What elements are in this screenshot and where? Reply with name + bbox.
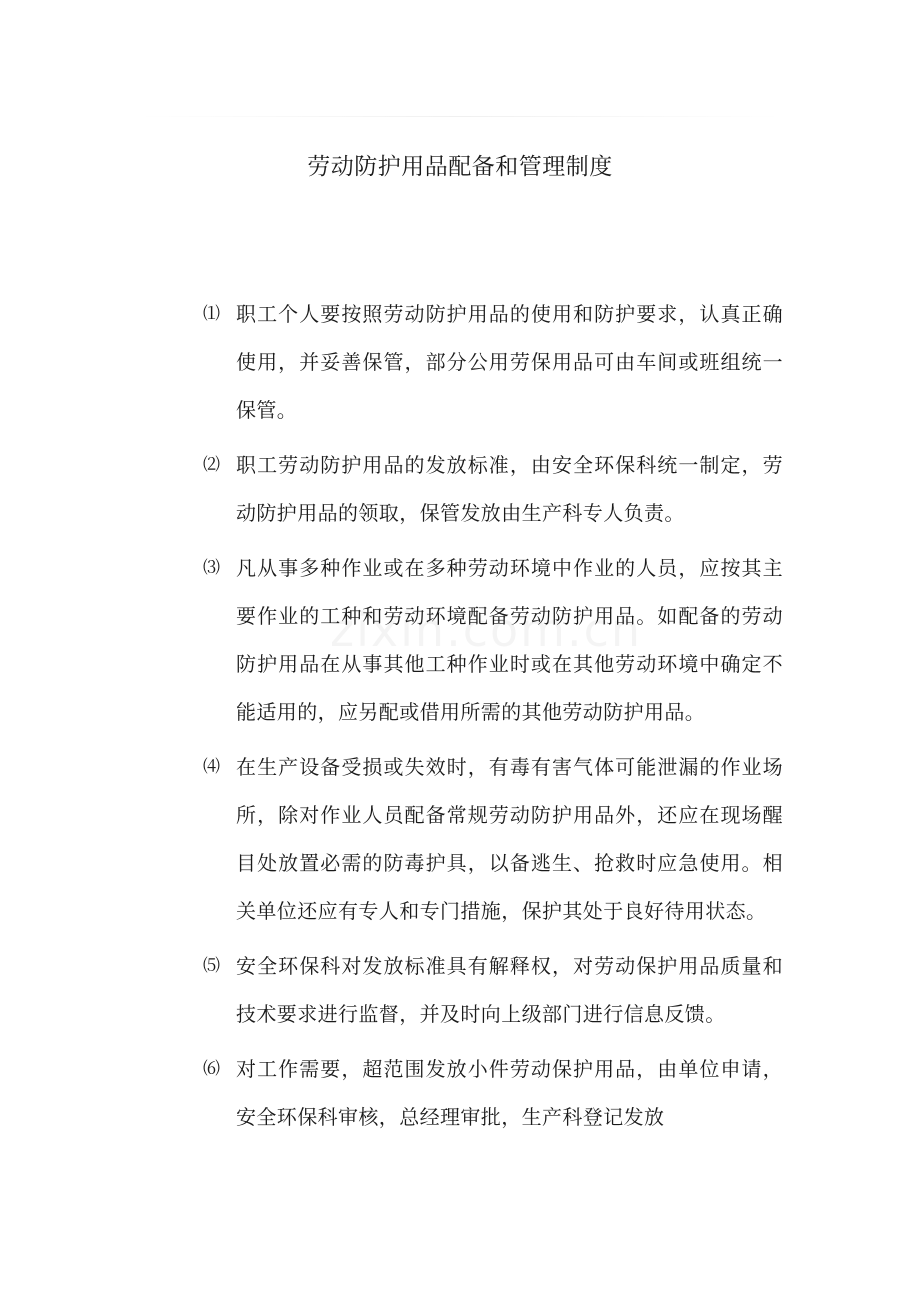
clause-list (203, 290, 783, 1148)
clause-number: ⑷ (203, 757, 221, 777)
clause-number: ⑸ (203, 956, 221, 976)
clause-text: 在生产设备受损或失效时，有毒有害气体可能泄漏的作业场所，除对作业人员配备常规劳动防护用品外，还应在现场醒目处放置必需的防毒护具，以备逃生、抢救时应急使用。相关单位还应有专人和专门措施，保护其处于良好待用状态。 (236, 755, 783, 923)
clause-number: ⑴ (203, 304, 221, 324)
header-divider (135, 116, 785, 117)
clause-item-6 (203, 1045, 783, 1141)
clause-text: 职工劳动防护用品的发放标准，由安全环保科统一制定，劳动防护用品的领取，保管发放由生产科专人负责。 (236, 453, 783, 525)
clause-text: 对工作需要，超范围发放小件劳动保护用品，由单位申请，安全环保科审核，总经理审批，生产科登记发放 (236, 1057, 783, 1129)
clause-item-5 (203, 942, 783, 1038)
clause-item-1 (203, 290, 783, 434)
clause-text: 安全环保科对发放标准具有解释权，对劳动保护用品质量和技术要求进行监督，并及时向上级部门进行信息反馈。 (236, 954, 783, 1026)
page-title: 劳动防护用品配备和管理制度 (307, 154, 613, 180)
clause-item-4 (203, 743, 783, 935)
clause-text: 凡从事多种作业或在多种劳动环境中作业的人员，应按其主要作业的工种和劳动环境配备劳动防护用品。如配备的劳动防护用品在从事其他工种作业时或在其他劳动环境中确定不能适用的，应另配或借用所需的其他劳动防护用品。 (236, 556, 783, 724)
clause-text: 职工个人要按照劳动防护用品的使用和防护要求，认真正确使用，并妥善保管，部分公用劳保用品可由车间或班组统一保管。 (236, 302, 783, 422)
clause-number: ⑶ (203, 558, 221, 578)
clause-number: ⑵ (203, 455, 221, 475)
clause-number: ⑹ (203, 1059, 221, 1079)
clause-item-2 (203, 441, 783, 537)
clause-item-3 (203, 544, 783, 736)
